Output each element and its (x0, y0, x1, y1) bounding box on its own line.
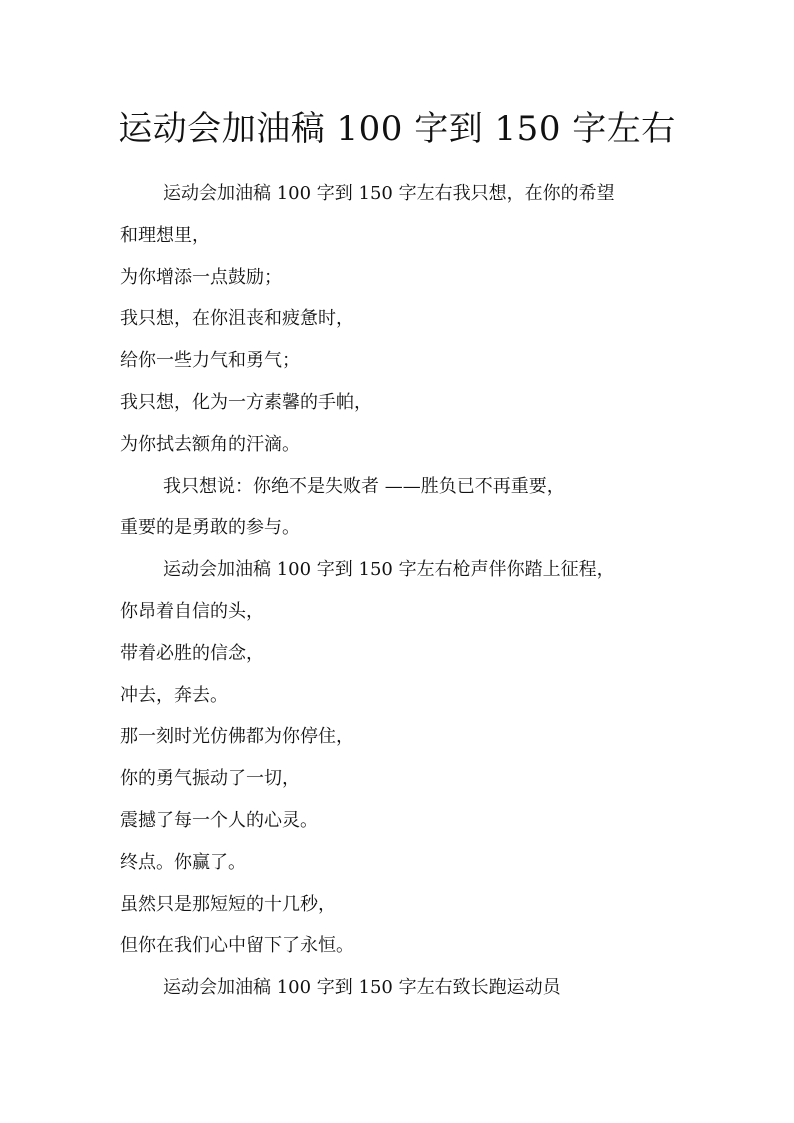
text-line-12: 带着必胜的信念， (120, 642, 264, 664)
text-line-18: 虽然只是那短短的十几秒， (120, 893, 336, 915)
document-body (120, 179, 690, 1015)
text-line-1: 运动会加油稿 100 字到 150 字左右我只想，在你的希望 (163, 183, 615, 204)
text-line-13: 冲去，奔去。 (120, 684, 228, 706)
text-line-7: 为你拭去额角的汗滴。 (120, 433, 300, 455)
text-line-19: 但你在我们心中留下了永恒。 (120, 935, 354, 957)
text-line-17: 终点。你赢了。 (120, 851, 246, 873)
text-line-11: 你昂着自信的头， (120, 600, 264, 622)
text-line-14: 那一刻时光仿佛都为你停住， (120, 726, 354, 748)
text-line-15: 你的勇气振动了一切， (120, 768, 300, 790)
text-line-10: 运动会加油稿 100 字到 150 字左右枪声伴你踏上征程， (163, 559, 615, 581)
text-line-8: 我只想说：你绝不是失败者 ——胜负已不再重要， (163, 475, 565, 497)
text-line-4: 我只想，在你沮丧和疲惫时， (120, 308, 354, 330)
text-line-20: 运动会加油稿 100 字到 150 字左右致长跑运动员 (163, 977, 561, 999)
text-line-5: 给你一些力气和勇气； (120, 350, 300, 372)
text-line-16: 震撼了每一个人的心灵。 (120, 809, 318, 831)
text-line-9: 重要的是勇敢的参与。 (120, 517, 300, 539)
text-line-2: 和理想里， (120, 224, 210, 246)
text-line-6: 我只想，化为一方素馨的手帕， (120, 391, 372, 413)
document-title: 运动会加油稿 100 字到 150 字左右 (118, 109, 676, 149)
text-line-3: 为你增添一点鼓励； (120, 266, 282, 288)
